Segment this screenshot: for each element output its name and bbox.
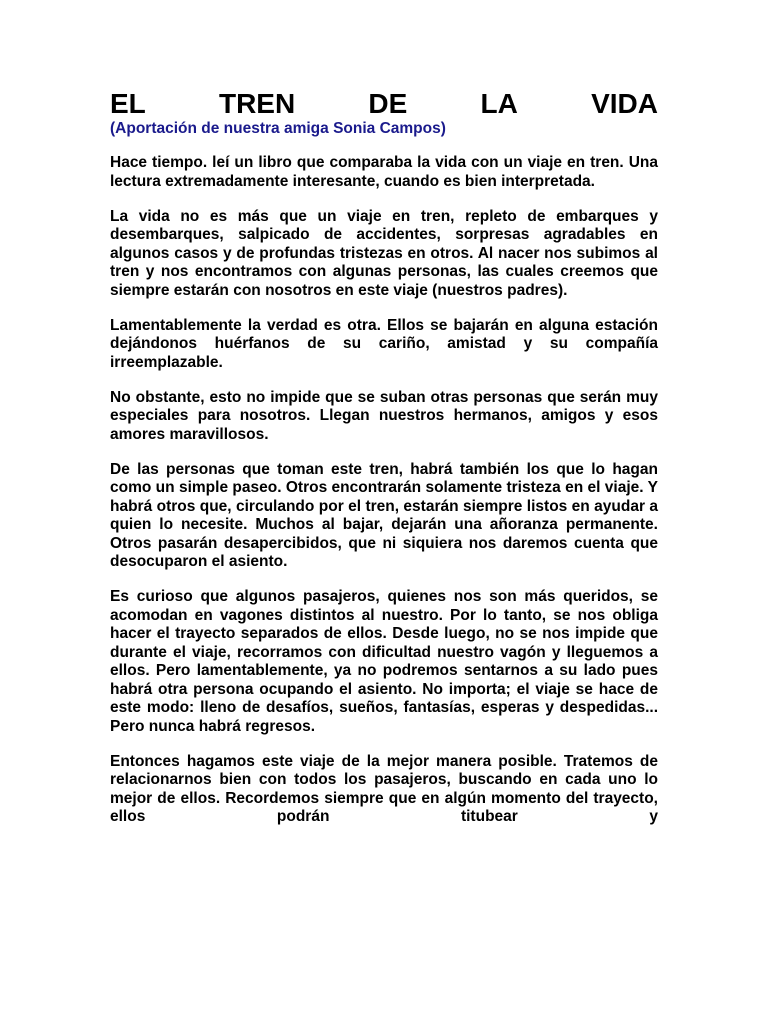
title-word: EL [110,88,146,119]
document-page [110,88,658,827]
document-title [110,88,658,120]
paragraph: Entonces hagamos este viaje de la mejor manera posible. Tratemos de relacionarnos bien con todos los pasajeros, buscando en cada uno lo mejor de ellos. Recordemos siempre que en algún momento del trayecto, ellos podrán titubear y [110,752,658,825]
title-word: LA [480,88,518,119]
paragraph: Lamentablemente la verdad es otra. Ellos se bajarán en alguna estación dejándonos huérfanos de su cariño, amistad y su compañía irreemplazable. [110,316,658,371]
title-word: VIDA [591,88,658,119]
paragraph: Hace tiempo. leí un libro que comparaba la vida con un viaje en tren. Una lectura extremadamente interesante, cuando es bien interpretada. [110,154,658,190]
title-word: TREN [218,88,296,119]
paragraph: La vida no es más que un viaje en tren, repleto de embarques y desembarques, salpicado de accidentes, sorpresas agradables en algunos casos y de profundas tristezas en otros. Al nacer nos subimos al tren y nos encontramos con algunas personas, las cuales creemos que siempre estarán con nosotros en este viaje (nuestros padres). [110,207,658,299]
paragraph: De las personas que toman este tren, habrá también los que lo hagan como un simple paseo. Otros encontrarán solamente tristeza en el viaje. Y habrá otros que, circulando por el tren, estarán siempre listos en ayudar a quien lo necesite. Muchos al bajar, dejarán una añoranza permanente. Otros pasarán desapercibidos, que ni siquiera nos daremos cuenta que desocuparon el asiento. [110,460,658,570]
paragraph: Es curioso que algunos pasajeros, quienes nos son más queridos, se acomodan en vagones distintos al nuestro. Por lo tanto, se nos obliga hacer el trayecto separados de ellos. Desde luego, no se nos impide que durante el viaje, recorramos con dificultad nuestro vagón y lleguemos a ellos. Pero lamentablemente, ya no podremos sentarnos a su lado pues habrá otra persona ocupando el asiento. No importa; el viaje se hace de este modo: lleno de desafíos, sueños, fantasías, esperas y despedidas... Pero nunca habrá regresos. [110,588,658,735]
paragraph: No obstante, esto no impide que se suban otras personas que serán muy especiales para nosotros. Llegan nuestros hermanos, amigos y esos amores maravillosos. [110,388,658,443]
title-word: DE [368,88,408,119]
document-subtitle: (Aportación de nuestra amiga Sonia Campos) [110,120,446,137]
